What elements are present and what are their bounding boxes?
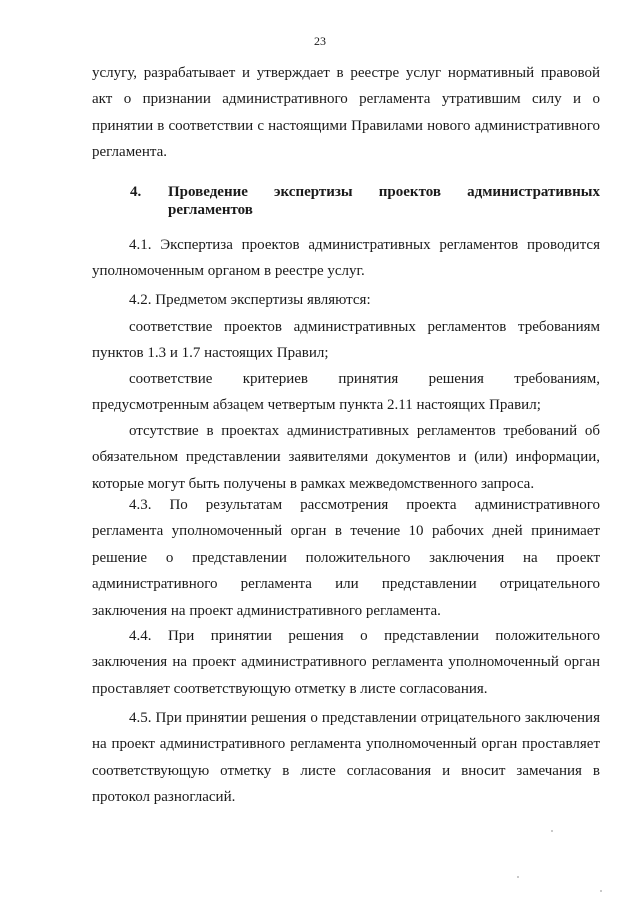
text-line: регламента уполномоченный орган в течение 10 рабочих дней принимает [92,523,600,540]
section-title-line: регламентов [168,202,253,218]
paragraph-4-3 [92,492,600,624]
text-line: обязательном представлении заявителями документов и (или) информации, [92,449,600,466]
section-number: 4. [130,184,142,200]
text-line: решение о представлении положительного заключения на проект [92,549,600,566]
text-line: 4.2. Предметом экспертизы являются: [129,292,371,308]
text-line: соответствие критериев принятия решения требованиям, [129,371,600,387]
paragraph-4-4 [92,623,600,702]
text-line: услугу, разрабатывает и утверждает в реестре услуг нормативный правовой [92,65,600,81]
text-line: отсутствие в проектах административных регламентов требований об [129,423,600,439]
text-line: 4.4. При принятии решения о представлении положительного [129,628,600,644]
paragraph-4-5 [92,705,600,811]
text-line: заключения на проект административного регламента. [92,602,441,619]
text-line: соответствие проектов административных регламентов требованиям [129,319,600,335]
scan-speck [551,830,553,832]
text-line: проставляет соответствующую отметку в листе согласования. [92,680,488,697]
text-line: протокол разногласий. [92,789,236,806]
text-line: 4.5. При принятии решения о представлении отрицательного заключения [129,710,600,726]
text-line: административного регламента или представлении отрицательного [92,576,600,593]
text-line: пунктов 1.3 и 1.7 настоящих Правил; [92,345,329,362]
scan-speck [600,890,602,892]
text-line: регламента. [92,144,168,161]
text-line: которые могут быть получены в рамках межведомственного запроса. [92,475,535,492]
section-title-line: Проведение экспертизы проектов административных [168,184,600,200]
text-line: принятии в соответствии с настоящими Правилами нового административного [92,117,600,134]
text-line: 4.1. Экспертиза проектов административных регламентов проводится [129,237,600,253]
text-line: предусмотренным абзацем четвертым пункта 2.11 настоящих Правил; [92,397,541,414]
text-line: акт о признании административного регламента утратившим силу и о [92,91,600,108]
paragraph-4-1 [92,232,600,285]
text-line: 4.3. По результатам рассмотрения проекта административного [129,497,600,513]
intro-paragraph [92,60,600,166]
text-line: на проект административного регламента уполномоченный орган проставляет [92,736,600,753]
text-line: соответствующую отметку в листе согласования и вносит замечания в [92,762,600,779]
text-line: уполномоченным органом в реестре услуг. [92,263,365,280]
paragraph-item-1 [92,314,600,367]
paragraph-item-2 [92,366,600,419]
paragraph-4-2 [92,287,600,313]
text-line: заключения на проект административного регламента уполномоченный орган [92,654,600,671]
paragraph-item-3 [92,418,600,497]
scan-speck [517,876,519,878]
page-number: 23 [314,34,326,48]
